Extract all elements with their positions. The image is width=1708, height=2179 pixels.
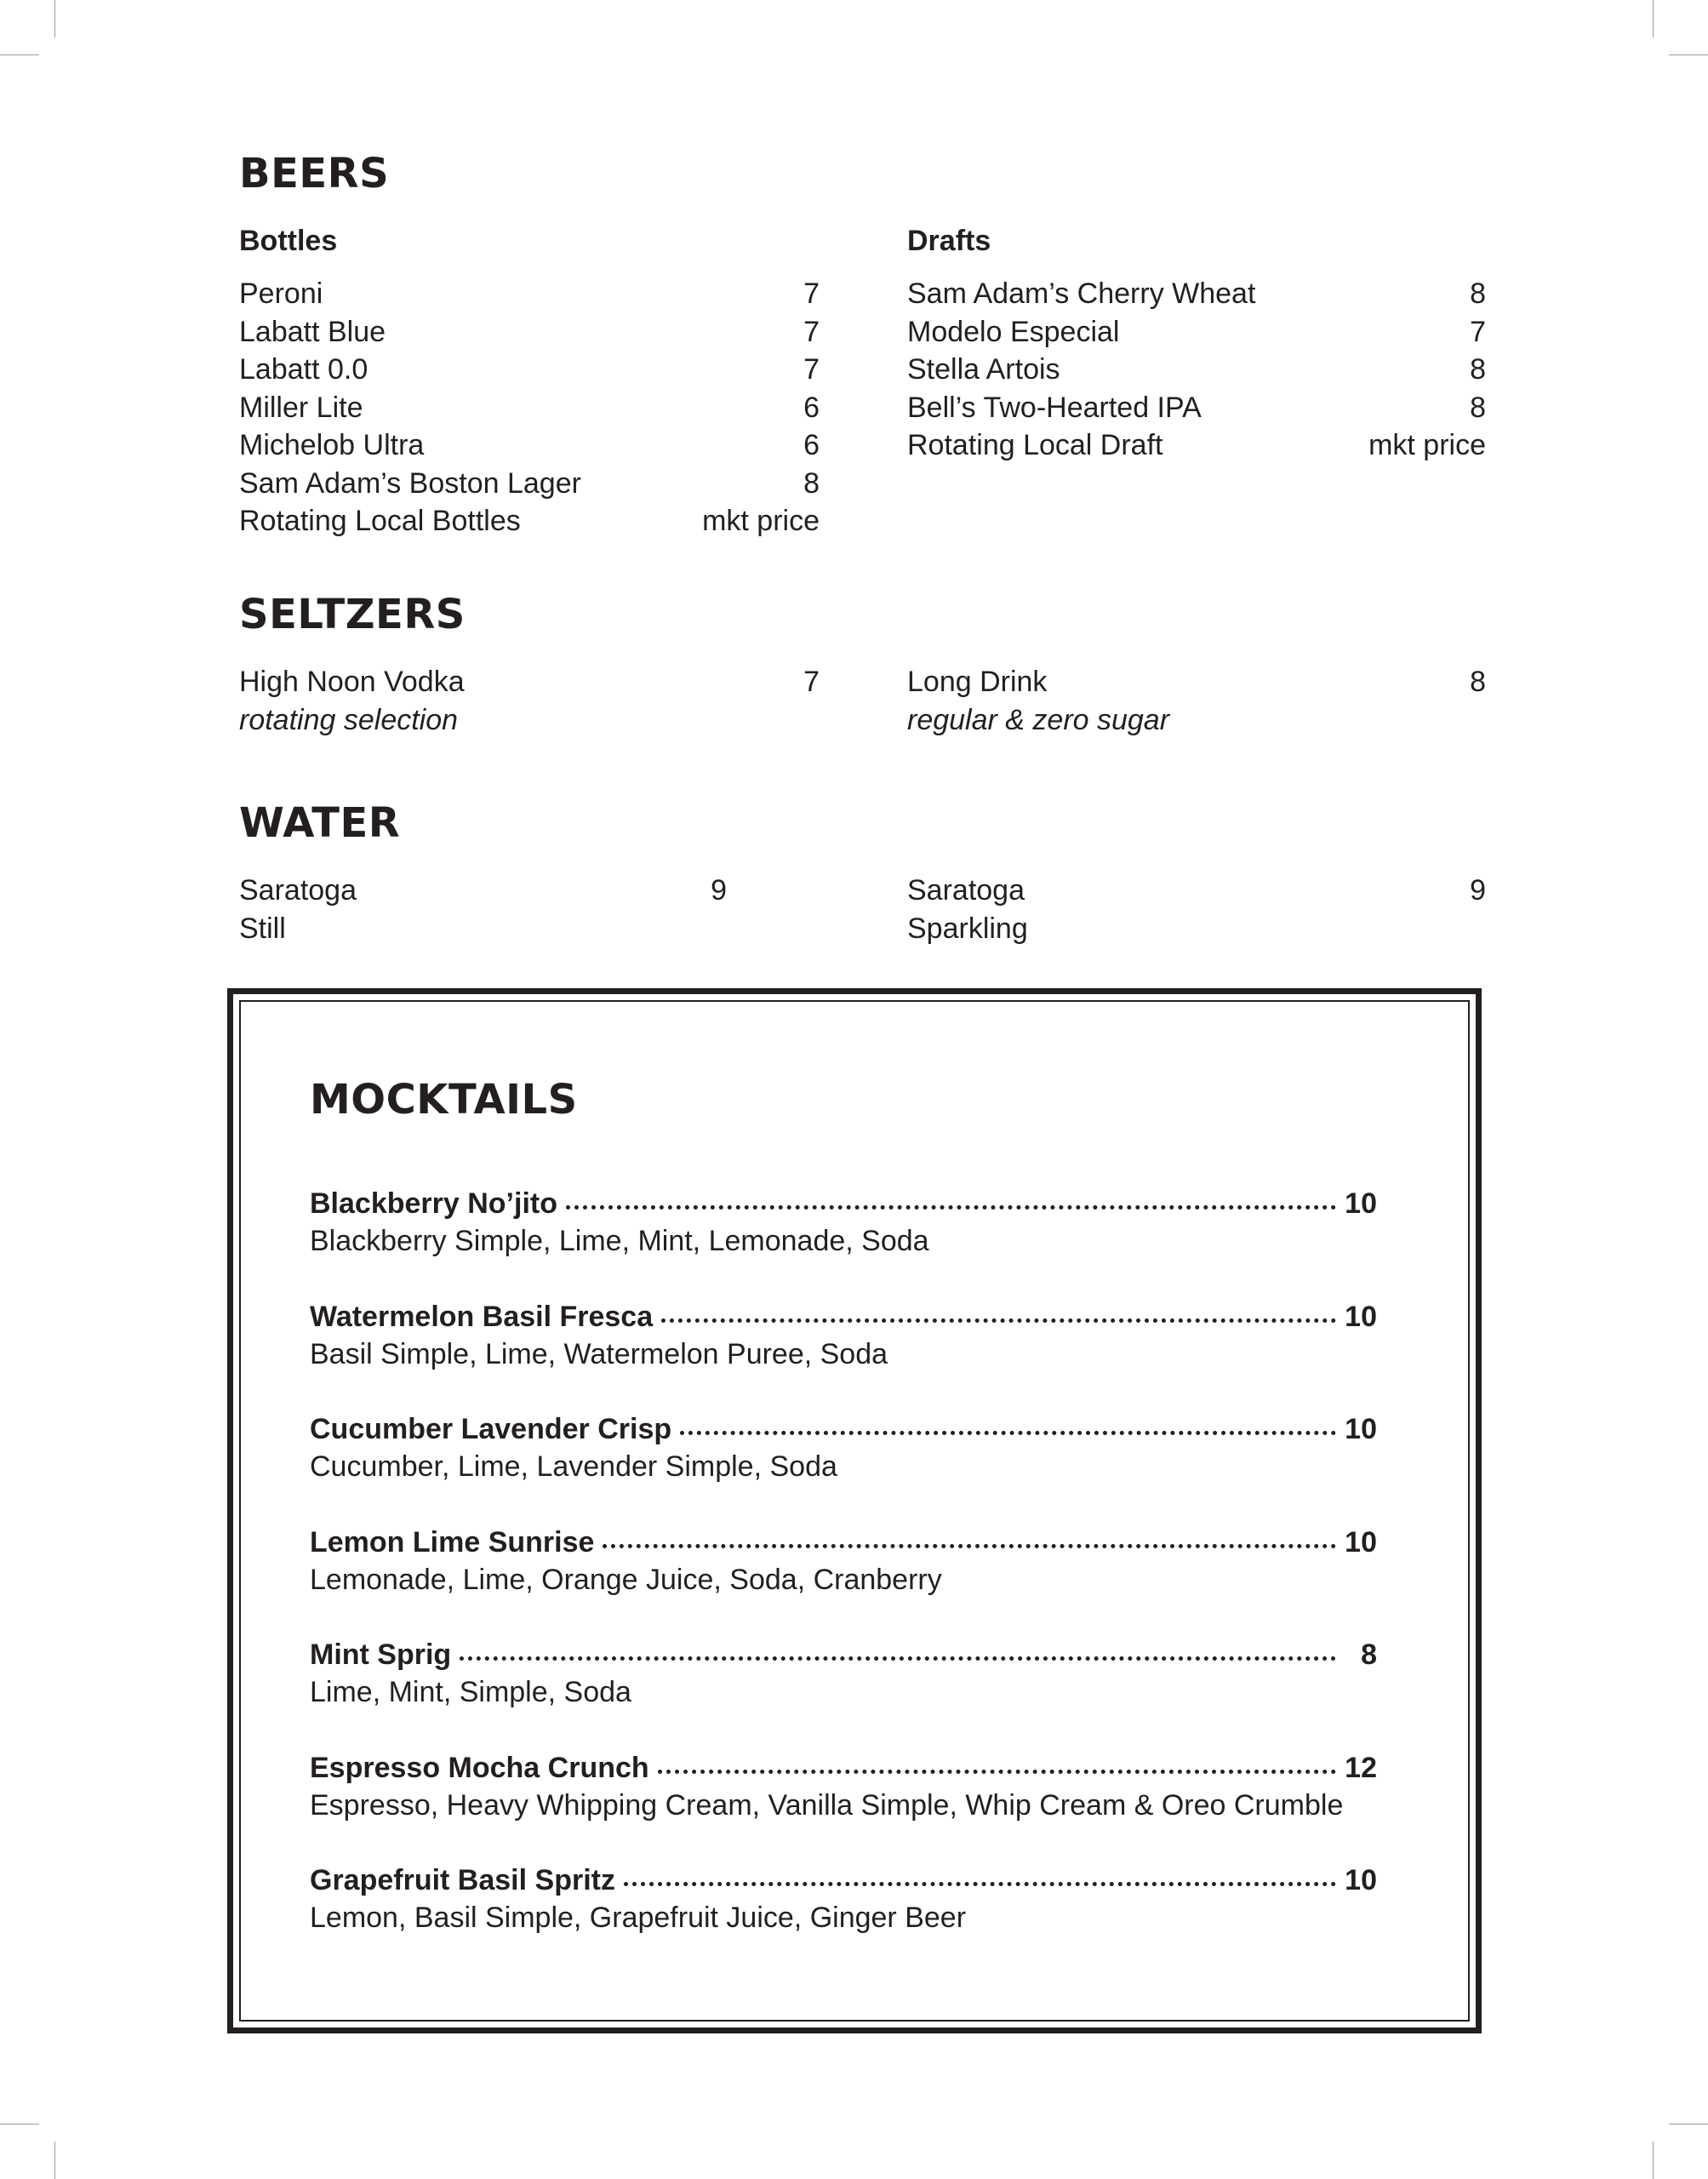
item-price: 9 bbox=[1470, 874, 1486, 906]
dot-leader bbox=[661, 1318, 1336, 1323]
dot-leader bbox=[680, 1431, 1336, 1435]
item-name: Miller Lite bbox=[239, 391, 363, 424]
water-right bbox=[907, 872, 1486, 947]
mocktails-list bbox=[310, 1185, 1377, 1975]
item-name: Stella Artois bbox=[907, 353, 1060, 386]
mocktail-line bbox=[310, 1862, 1377, 1899]
item-price: 8 bbox=[1470, 391, 1486, 424]
item-note: rotating selection bbox=[239, 703, 459, 736]
mocktail-item bbox=[310, 1636, 1377, 1749]
item-name: Labatt Blue bbox=[239, 315, 386, 348]
item-name: High Noon Vodka bbox=[239, 666, 465, 698]
item-price: 7 bbox=[803, 315, 820, 348]
item-name: Long Drink bbox=[907, 666, 1048, 698]
item-price: 7 bbox=[803, 666, 820, 698]
crop-mark bbox=[1653, 0, 1654, 37]
item-price: 7 bbox=[803, 277, 820, 310]
item-price: mkt price bbox=[702, 505, 820, 537]
mocktail-description: Basil Simple, Lime, Watermelon Puree, Soda bbox=[310, 1337, 888, 1370]
item-name: Saratoga bbox=[239, 874, 357, 906]
item-price: 8 bbox=[1470, 666, 1486, 698]
mocktail-description: Espresso, Heavy Whipping Cream, Vanilla Simple, Whip Cream & Oreo Crumble bbox=[310, 1788, 1344, 1822]
item-name: Rotating Local Draft bbox=[907, 429, 1163, 461]
crop-mark bbox=[54, 0, 55, 37]
mocktail-item bbox=[310, 1298, 1377, 1411]
water-left bbox=[239, 872, 727, 947]
mocktail-description: Lemonade, Lime, Orange Juice, Soda, Cranberry bbox=[310, 1563, 942, 1596]
mocktail-line bbox=[310, 1410, 1377, 1448]
item-name: Labatt 0.0 bbox=[239, 353, 368, 386]
mocktail-price: 8 bbox=[1361, 1639, 1377, 1671]
mocktail-description: Blackberry Simple, Lime, Mint, Lemonade, Soda bbox=[310, 1225, 929, 1257]
mocktail-price: 10 bbox=[1345, 1864, 1377, 1896]
menu-row bbox=[907, 426, 1486, 465]
menu-row bbox=[907, 872, 1486, 910]
beers-title: BEERS bbox=[239, 150, 390, 197]
mocktail-item bbox=[310, 1862, 1377, 1975]
menu-row bbox=[907, 389, 1486, 427]
item-name: Sam Adam’s Cherry Wheat bbox=[907, 277, 1256, 310]
drafts-list bbox=[907, 275, 1486, 465]
mocktail-description: Lemon, Basil Simple, Grapefruit Juice, Ginger Beer bbox=[310, 1902, 967, 1934]
dot-leader bbox=[603, 1544, 1336, 1548]
crop-mark bbox=[54, 2142, 55, 2179]
mocktail-item bbox=[310, 1524, 1377, 1637]
item-price: 8 bbox=[1470, 277, 1486, 310]
item-price: 7 bbox=[803, 353, 820, 386]
seltzers-title: SELTZERS bbox=[239, 591, 466, 638]
mocktail-line bbox=[310, 1636, 1377, 1673]
menu-row bbox=[239, 663, 820, 701]
item-price: 7 bbox=[1470, 315, 1486, 348]
mocktail-description: Cucumber, Lime, Lavender Simple, Soda bbox=[310, 1450, 837, 1483]
mocktail-name: Cucumber Lavender Crisp bbox=[310, 1413, 672, 1445]
dot-leader bbox=[658, 1770, 1336, 1774]
item-name: Peroni bbox=[239, 277, 323, 310]
seltzer-left bbox=[239, 663, 820, 739]
menu-row bbox=[239, 351, 820, 389]
dot-leader bbox=[624, 1882, 1336, 1886]
seltzer-right bbox=[907, 663, 1486, 739]
mocktail-item bbox=[310, 1410, 1377, 1524]
item-price: 6 bbox=[803, 391, 820, 424]
menu-row bbox=[907, 313, 1486, 352]
bottles-heading: Bottles bbox=[239, 225, 338, 257]
mocktail-item bbox=[310, 1749, 1377, 1862]
drafts-heading: Drafts bbox=[907, 225, 991, 257]
mocktail-item bbox=[310, 1185, 1377, 1298]
crop-mark bbox=[1669, 2124, 1708, 2125]
item-name: Modelo Especial bbox=[907, 315, 1120, 348]
water-title: WATER bbox=[239, 799, 401, 847]
item-note: Sparkling bbox=[907, 912, 1028, 945]
mocktail-line bbox=[310, 1185, 1377, 1222]
mocktail-name: Grapefruit Basil Spritz bbox=[310, 1864, 615, 1896]
item-name: Bell’s Two-Hearted IPA bbox=[907, 391, 1202, 424]
menu-row bbox=[907, 351, 1486, 389]
mocktail-line bbox=[310, 1298, 1377, 1335]
mocktail-description: Lime, Mint, Simple, Soda bbox=[310, 1676, 631, 1708]
crop-mark bbox=[1669, 54, 1708, 55]
item-note: Still bbox=[239, 912, 286, 945]
mocktail-name: Blackberry No’jito bbox=[310, 1187, 557, 1220]
bottles-list bbox=[239, 275, 820, 540]
mocktail-price: 12 bbox=[1345, 1751, 1377, 1784]
menu-row bbox=[239, 465, 820, 503]
dot-leader bbox=[566, 1205, 1336, 1210]
mocktail-name: Mint Sprig bbox=[310, 1639, 452, 1671]
item-name: Michelob Ultra bbox=[239, 429, 425, 461]
item-price: mkt price bbox=[1368, 429, 1486, 461]
menu-row bbox=[239, 389, 820, 427]
menu-row bbox=[239, 426, 820, 465]
crop-mark bbox=[1653, 2142, 1654, 2179]
menu-row bbox=[239, 872, 727, 910]
item-note: regular & zero sugar bbox=[907, 703, 1170, 736]
item-name: Saratoga bbox=[907, 874, 1025, 906]
mocktail-name: Watermelon Basil Fresca bbox=[310, 1300, 654, 1333]
item-name: Sam Adam’s Boston Lager bbox=[239, 466, 581, 500]
crop-mark bbox=[0, 2124, 39, 2125]
menu-row bbox=[239, 275, 820, 313]
mocktail-price: 10 bbox=[1345, 1187, 1377, 1220]
mocktail-name: Espresso Mocha Crunch bbox=[310, 1751, 649, 1784]
menu-row bbox=[907, 663, 1486, 701]
item-price: 6 bbox=[803, 429, 820, 461]
item-price: 8 bbox=[803, 466, 820, 500]
mocktail-price: 10 bbox=[1345, 1300, 1377, 1333]
mocktail-name: Lemon Lime Sunrise bbox=[310, 1525, 595, 1558]
item-price: 9 bbox=[711, 874, 727, 906]
dot-leader bbox=[460, 1656, 1336, 1661]
menu-row bbox=[239, 313, 820, 352]
menu-row bbox=[239, 502, 820, 540]
mocktails-title: MOCKTAILS bbox=[310, 1076, 578, 1124]
crop-mark bbox=[0, 54, 39, 55]
mocktail-line bbox=[310, 1524, 1377, 1561]
mocktail-price: 10 bbox=[1345, 1413, 1377, 1445]
item-name: Rotating Local Bottles bbox=[239, 505, 521, 537]
mocktail-price: 10 bbox=[1345, 1525, 1377, 1558]
item-price: 8 bbox=[1470, 353, 1486, 386]
menu-row bbox=[907, 275, 1486, 313]
mocktail-line bbox=[310, 1749, 1377, 1787]
